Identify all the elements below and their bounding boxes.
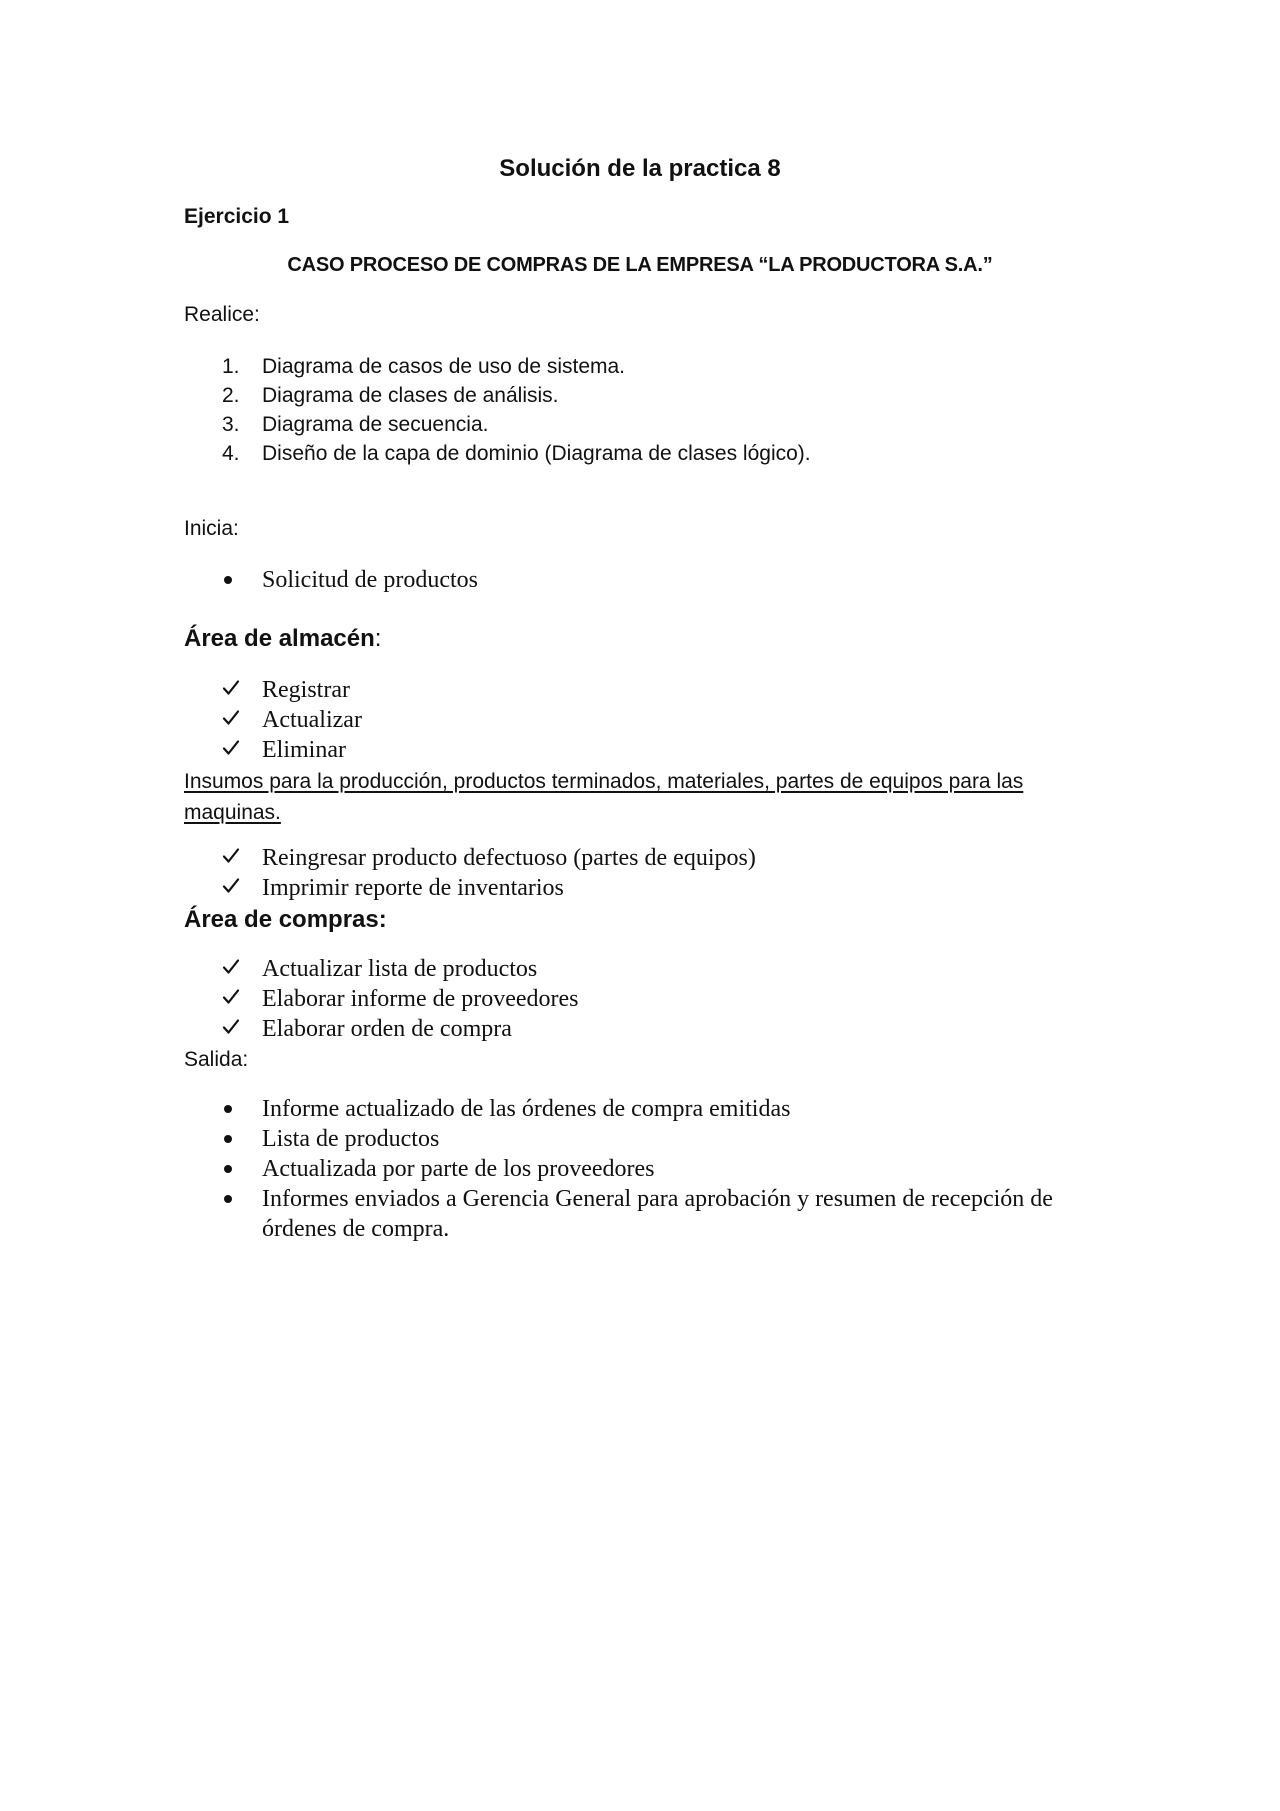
list-item-text: Solicitud de productos bbox=[262, 567, 478, 593]
list-item-text: Elaborar informe de proveedores bbox=[262, 986, 579, 1012]
almacen-heading bbox=[184, 625, 381, 653]
check-mark-icon bbox=[222, 958, 240, 976]
list-item-text: Elaborar orden de compra bbox=[262, 1016, 512, 1042]
list-item-text: Actualizada por parte de los proveedores bbox=[262, 1156, 655, 1182]
list-item-text: Reingresar producto defectuoso (partes de equipos) bbox=[262, 845, 756, 871]
bullet-icon bbox=[224, 1195, 232, 1203]
salida-label: Salida: bbox=[184, 1048, 249, 1071]
compras-list bbox=[184, 954, 579, 1044]
realice-label: Realice: bbox=[184, 303, 260, 326]
list-item-text: Imprimir reporte de inventarios bbox=[262, 875, 564, 901]
list-item bbox=[184, 954, 579, 984]
exercise-label: Ejercicio 1 bbox=[184, 205, 290, 228]
document-title: Solución de la practica 8 bbox=[499, 155, 781, 182]
case-title: CASO PROCESO DE COMPRAS DE LA EMPRESA “LA PRODUCTORA S.A.” bbox=[287, 254, 993, 276]
list-item bbox=[184, 410, 811, 439]
list-item bbox=[184, 1154, 1084, 1184]
check-mark-icon bbox=[222, 877, 240, 895]
list-item-text: Eliminar bbox=[262, 737, 346, 763]
almacen-extra-list bbox=[184, 843, 756, 903]
list-item-text: Actualizar lista de productos bbox=[262, 956, 538, 982]
list-item bbox=[184, 1014, 579, 1044]
bullet-icon bbox=[224, 1135, 232, 1143]
bullet-icon bbox=[224, 1105, 232, 1113]
list-item bbox=[184, 843, 756, 873]
check-mark-icon bbox=[222, 988, 240, 1006]
almacen-heading-text: Área de almacén bbox=[184, 625, 375, 652]
almacen-heading-colon: : bbox=[374, 625, 382, 652]
list-item-text: Diagrama de casos de uso de sistema. bbox=[262, 355, 626, 378]
list-item bbox=[184, 705, 362, 735]
list-item bbox=[184, 735, 362, 765]
list-item-text: Informes enviados a Gerencia General para aprobación y resumen de recepción de órdenes de compra. bbox=[262, 1186, 1053, 1242]
salida-list bbox=[184, 1094, 1084, 1244]
bullet-icon bbox=[224, 576, 232, 584]
insumos-note: Insumos para la producción, productos terminados, materiales, partes de equipos para las maquinas. bbox=[184, 770, 1024, 824]
list-item-text: Diagrama de clases de análisis. bbox=[262, 384, 559, 407]
list-number: 3. bbox=[222, 413, 240, 436]
list-item bbox=[184, 675, 362, 705]
list-item bbox=[184, 439, 811, 468]
list-item bbox=[184, 565, 478, 595]
list-item bbox=[184, 352, 811, 381]
list-item bbox=[184, 1124, 1084, 1154]
task-list bbox=[184, 352, 811, 468]
list-number: 4. bbox=[222, 442, 240, 465]
check-mark-icon bbox=[222, 847, 240, 865]
inicia-list bbox=[184, 565, 478, 595]
check-mark-icon bbox=[222, 709, 240, 727]
bullet-icon bbox=[224, 1165, 232, 1173]
check-mark-icon bbox=[222, 1018, 240, 1036]
list-item-text: Diseño de la capa de dominio (Diagrama de clases lógico). bbox=[262, 442, 811, 465]
list-item-text: Actualizar bbox=[262, 707, 362, 733]
almacen-list bbox=[184, 675, 362, 765]
compras-heading: Área de compras: bbox=[184, 906, 387, 933]
list-item bbox=[184, 1094, 1084, 1124]
list-item-text: Diagrama de secuencia. bbox=[262, 413, 489, 436]
list-number: 2. bbox=[222, 384, 240, 407]
list-item bbox=[184, 1184, 1084, 1244]
list-item-text: Informe actualizado de las órdenes de compra emitidas bbox=[262, 1096, 791, 1122]
inicia-label: Inicia: bbox=[184, 517, 239, 540]
list-number: 1. bbox=[222, 355, 240, 378]
list-item-text: Registrar bbox=[262, 677, 350, 703]
list-item bbox=[184, 873, 756, 903]
list-item-text: Lista de productos bbox=[262, 1126, 440, 1152]
check-mark-icon bbox=[222, 679, 240, 697]
list-item bbox=[184, 381, 811, 410]
check-mark-icon bbox=[222, 739, 240, 757]
list-item bbox=[184, 984, 579, 1014]
